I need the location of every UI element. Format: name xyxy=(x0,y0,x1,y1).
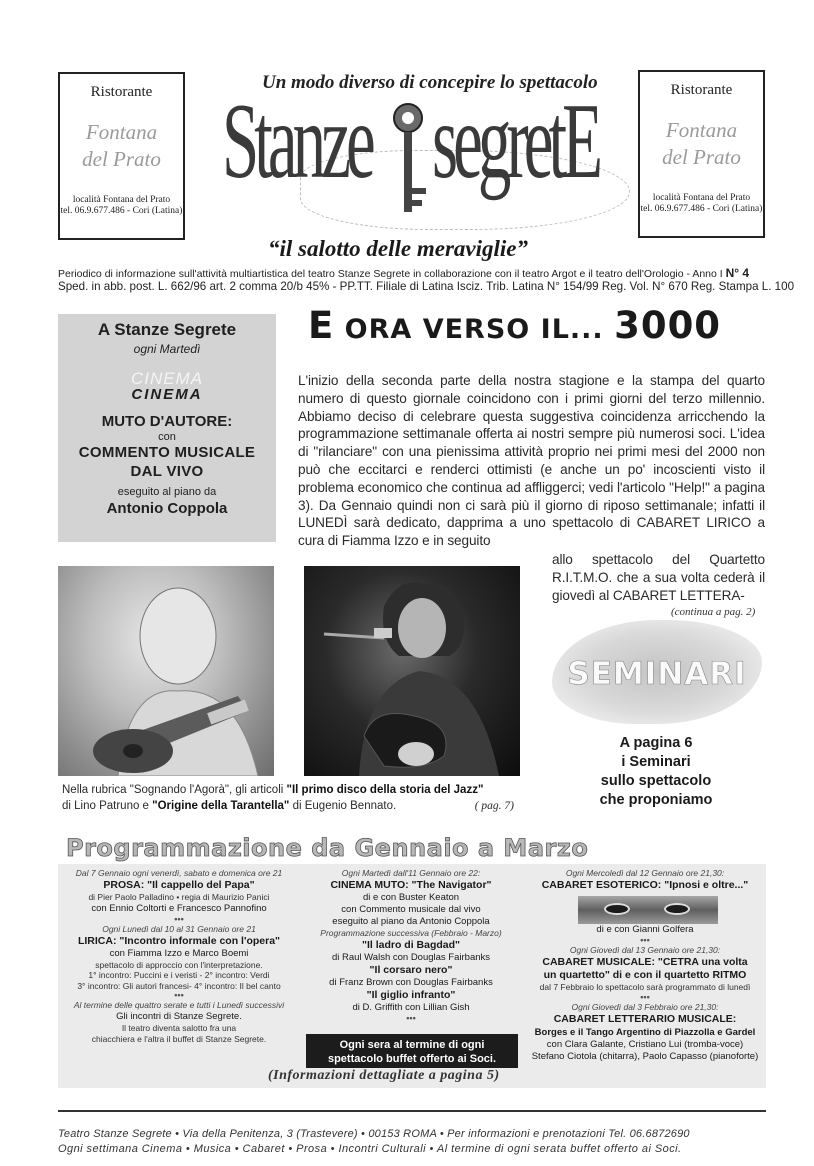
prog-title-cetra-2: un quartetto" di e con il quartetto RITMO xyxy=(543,969,747,981)
prog-desc: di e con Buster Keaton xyxy=(362,892,460,903)
prog-title-letterario: CABARET LETTERARIO MUSICALE: xyxy=(553,1012,737,1025)
prog-film-credits: di Franz Brown con Douglas Fairbanks xyxy=(329,977,493,988)
restaurant-ad-left xyxy=(58,72,185,240)
ad-contact xyxy=(640,193,763,215)
ad-phone: tel. 06.9.677.486 - Cori (Latina) xyxy=(640,204,763,214)
article-body: L'inizio della seconda parte della nostra stagione e la stampa del quarto numero di questo giornale coincidono con i primi giorni del terzo millennio. Abbiamo deciso di celebrare questa suggestiva coincidenza arricchendo la programmazione settimanale offerta ai nostri sempre più numerosi soci. L'idea di "rilanciare" con una pienissima attività proprio nei primi mesi del 2000 non può che eccitarci e renderci ottimisti (e anche un po' incoscienti visto il problema economico che continua ad affliggerci; vedi l'articolo "Help!" a pagina 3). Da Gennaio quindi non ci sarà più il giorno di riposo settimanale; infatti il LUNEDÌ sarà dedicato, dapprima a uno spettacolo di CABARET LIRICO a cura di Fiamma Izzo e in seguito xyxy=(298,373,765,549)
ad-address: località Fontana del Prato xyxy=(72,195,171,205)
ad-name-line1: Fontana xyxy=(665,118,738,142)
caption-by2: di Eugenio Bennato. xyxy=(289,800,397,812)
footer-line-1: Teatro Stanze Segrete • Via della Penitenza, 3 (Trastevere) • 00153 ROMA • Per informazioni e prenotazioni Tel. 06.6872690 xyxy=(58,1128,690,1140)
prog-separator: ••• xyxy=(406,1013,416,1023)
prog-when: Ogni Martedì dall'11 Gennaio ore 22: xyxy=(341,868,481,878)
prog-title-prosa: PROSA: "Il cappello del Papa" xyxy=(103,879,255,891)
ad-title: Ristorante xyxy=(90,84,153,100)
prog-when: Dal 7 Gennaio ogni venerdì, sabato e domenica ore 21 xyxy=(75,868,283,878)
ad-contact xyxy=(60,195,183,217)
masthead-tagline: Un modo diverso di concepire lo spettacolo xyxy=(262,72,598,93)
prog-separator: ••• xyxy=(640,935,650,945)
ad-title: Ristorante xyxy=(670,82,733,98)
caption-prefix: Nella rubrica "Sognando l'Agorà", gli articoli xyxy=(62,784,287,796)
seminari-line1: A pagina 6 xyxy=(619,735,693,751)
caption-article2: "Origine della Tarantella" xyxy=(152,800,290,812)
issue-number: N° 4 xyxy=(725,266,750,280)
prog-film-title: "Il giglio infranto" xyxy=(366,989,456,1001)
eye-left-icon xyxy=(604,903,630,915)
ad-name-line2: del Prato xyxy=(82,147,161,171)
buffet-banner xyxy=(306,1034,518,1068)
ad-phone: tel. 06.9.677.486 - Cori (Latina) xyxy=(60,206,183,216)
prog-title-cetra: CABARET MUSICALE: "CETRA una volta xyxy=(542,956,748,968)
masthead-subtitle: “il salotto delle meraviglie” xyxy=(268,236,528,261)
headline-year: 3000 xyxy=(614,304,722,347)
seminari-line2: i Seminari xyxy=(621,754,691,770)
prog-film-credits: di Raul Walsh con Douglas Fairbanks xyxy=(331,952,491,963)
prog-desc: con Commento musicale dal vivo xyxy=(341,904,481,915)
programmazione-title: Programmazione da Gennaio a Marzo xyxy=(66,834,589,862)
prog-desc: Il teatro diventa salotto fra una xyxy=(121,1023,237,1033)
seminari-text xyxy=(566,734,746,810)
headline-rest: ORA VERSO IL... xyxy=(334,314,615,345)
prog-desc: 1° incontro: Puccini e i veristi - 2° incontro: Verdi xyxy=(88,970,270,980)
restaurant-ad-right xyxy=(638,70,765,238)
eye-right-icon xyxy=(664,903,690,915)
caption-article1: "Il primo disco della storia del Jazz" xyxy=(286,784,484,796)
prog-separator: ••• xyxy=(640,991,650,1002)
caption-by1: di Lino Patruno e xyxy=(62,800,153,812)
prog-column-2 xyxy=(300,868,522,1023)
cinema-box-subtitle: ogni Martedì xyxy=(133,342,201,356)
prog-film-title: "Il corsaro nero" xyxy=(369,964,453,976)
buffet-line2: spettacolo buffet offerto ai Soci. xyxy=(327,1053,497,1065)
prog-cast: di e con Gianni Golfera xyxy=(596,924,694,935)
cinema-box xyxy=(58,314,276,542)
ad-name xyxy=(60,119,183,173)
headline-cap: E xyxy=(308,304,335,347)
prog-desc: 3° incontro: Gli autori francesi- 4° incontro: Il bel canto xyxy=(77,980,281,991)
con-label: con xyxy=(158,431,176,443)
photo-guitarist-1 xyxy=(58,566,274,776)
muto-label: MUTO D'AUTORE: xyxy=(101,413,233,430)
cinema-label: CINEMA xyxy=(131,386,203,403)
prog-separator: ••• xyxy=(174,990,184,1000)
prog-when: Al termine delle quattro serate e tutti i Lunedì successivi xyxy=(73,1000,285,1010)
cinema-artist: Antonio Coppola xyxy=(106,500,228,517)
seminari-line3: sullo spettacolo xyxy=(600,773,712,789)
prog-cast: Stefano Ciotola (chitarra), Paolo Capasso (pianoforte) xyxy=(531,1050,759,1062)
prog-when: Ogni Giovedì dal 13 Gennaio ore 21,30: xyxy=(569,945,721,955)
prog-when: Programmazione successiva (Febbraio - Marzo) xyxy=(320,928,502,938)
continua-note: (continua a pag. 2) xyxy=(671,606,756,618)
ad-name-line2: del Prato xyxy=(662,145,741,169)
footer-line-2: Ogni settimana Cinema • Musica • Cabaret • Prosa • Incontri Culturali • Al termine di ogni serata buffet offerto ai Soci. xyxy=(58,1143,682,1155)
headline xyxy=(308,304,721,347)
info-dettagliate: (Informazioni dettagliate a pagina 5) xyxy=(268,1068,500,1083)
publication-info: Periodico di informazione sull'attività multiartistica del teatro Stanze Segrete in collaborazione con il teatro Argot e il teatro dell'Orologio - Anno I xyxy=(58,268,723,280)
ad-name-line1: Fontana xyxy=(85,120,158,144)
prog-sub-borges: Borges e il Tango Argentino di Piazzolla e Gardel xyxy=(534,1026,756,1038)
prog-film-credits: di D. Griffith con Lillian Gish xyxy=(352,1002,470,1013)
cinema-box-title: A Stanze Segrete xyxy=(97,320,237,339)
prog-note: dal 7 Febbraio lo spettacolo sarà programmato di lunedì xyxy=(539,982,751,992)
prog-cast: con Ennio Coltorti e Francesco Pannofino xyxy=(91,902,267,914)
prog-when: Ogni Lunedì dal 10 al 31 Gennaio ore 21 xyxy=(102,923,256,934)
photo-caption xyxy=(62,782,522,814)
footer-rule xyxy=(58,1110,766,1112)
eseguito-label: eseguito al piano da xyxy=(117,486,217,498)
commento-line2: DAL VIVO xyxy=(130,463,204,480)
article-tail: allo spettacolo del Quartetto R.I.T.M.O. che a sua volta cederà il giovedì al CABARET LETTERA- xyxy=(552,552,765,603)
commento-line1: COMMENTO MUSICALE xyxy=(78,444,256,461)
prog-column-1 xyxy=(66,868,292,1044)
photo-guitarist-2 xyxy=(304,566,520,776)
prog-incontri-title: Gli incontri di Stanze Segrete. xyxy=(116,1011,242,1022)
ad-address: località Fontana del Prato xyxy=(652,193,751,203)
publication-line-2: Sped. in abb. post. L. 662/96 art. 2 comma 20/b 45% - PP.TT. Filiale di Latina Isciz. Trib. Latina N° 154/99 Reg. Vol. N° 670 Reg. Stampa L. 100 xyxy=(58,280,795,293)
seminari-banner-text: SEMINARI xyxy=(567,656,747,692)
prog-credits: di Pier Paolo Palladino • regia di Maurizio Panici xyxy=(88,892,270,902)
prog-cast: con Fiamma Izzo e Marco Boemi xyxy=(109,947,249,959)
masthead-logo-segrete: segretE xyxy=(432,82,599,201)
prog-film-title: "Il ladro di Bagdad" xyxy=(361,939,461,951)
eyes-image xyxy=(578,896,718,924)
seminari-line4: che proponiamo xyxy=(599,792,713,808)
prog-when: Ogni Giovedì dal 3 Febbraio ore 21,30: xyxy=(571,1001,719,1012)
prog-desc: chiacchiera e l'altra il buffet di Stanze Segrete. xyxy=(91,1033,267,1044)
cinema-ghost-text: CINEMA xyxy=(130,369,204,388)
prog-desc: spettacolo di approccio con l'interpretazione. xyxy=(95,959,263,970)
buffet-line1: Ogni sera al termine di ogni xyxy=(339,1039,485,1051)
caption-page-ref: ( pag. 7) xyxy=(474,800,514,812)
ad-name xyxy=(640,117,763,171)
publication-line-1 xyxy=(58,266,749,280)
prog-desc: eseguito al piano da Antonio Coppola xyxy=(332,916,490,927)
prog-title-esoterico: CABARET ESOTERICO: "Ipnosi e oltre..." xyxy=(541,879,749,891)
prog-title-lirica: LIRICA: "Incontro informale con l'opera" xyxy=(77,934,281,947)
prog-when: Ogni Mercoledì dal 12 Gennaio ore 21,30: xyxy=(565,868,725,878)
prog-title-cinema: CINEMA MUTO: "The Navigator" xyxy=(330,879,492,891)
masthead-logo-stanze: Stanze xyxy=(222,82,371,201)
logo-key-icon xyxy=(378,100,438,225)
prog-cast: con Clara Galante, Cristiano Lui (tromba-voce) xyxy=(546,1038,744,1050)
prog-separator: ••• xyxy=(174,913,184,924)
